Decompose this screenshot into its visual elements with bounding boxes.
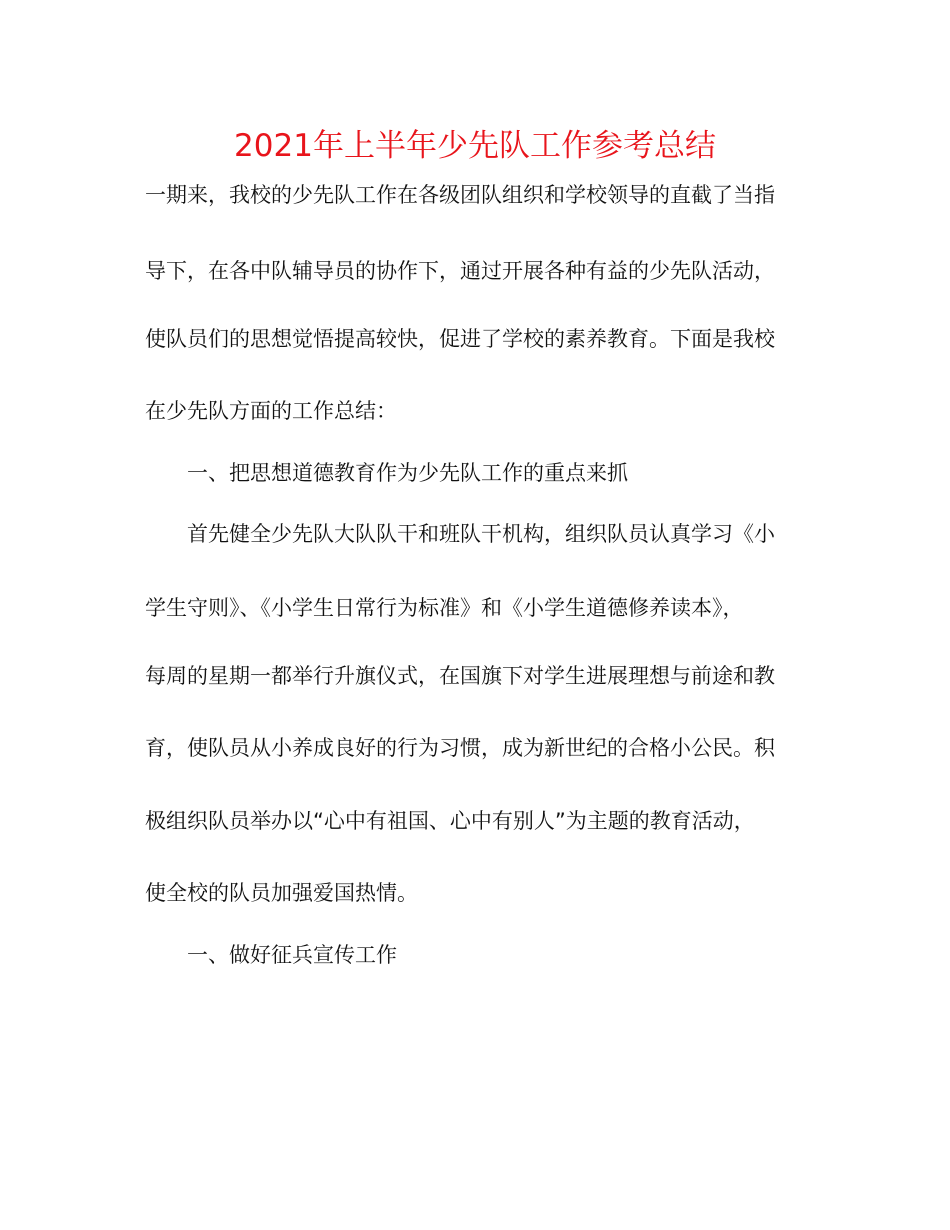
body-line: 导下，在各中队辅导员的协作下，通过开展各种有益的少先队活动， [145,259,775,283]
body-line: 每周的星期一都举行升旗仪式，在国旗下对学生进展理想与前途和教 [145,664,775,688]
section-heading: 一、做好征兵宣传工作 [187,943,397,967]
body-line: 一期来，我校的少先队工作在各级团队组织和学校领导的直截了当指 [145,183,775,207]
body-line: 首先健全少先队大队队干和班队干机构，组织队员认真学习《小 [187,522,775,546]
body-line: 使全校的队员加强爱国热情。 [145,881,418,905]
body-line: 学生守则》、《小学生日常行为标准》和《小学生道德修养读本》， [145,596,744,620]
body-line: 使队员们的思想觉悟提高较快，促进了学校的素养教育。下面是我校 [145,327,775,351]
body-line: 育，使队员从小养成良好的行为习惯，成为新世纪的合格小公民。积 [145,736,775,760]
document-title: 2021年上半年少先队工作参考总结 [234,128,716,164]
body-line: 在少先队方面的工作总结： [145,399,397,423]
section-heading: 一、把思想道德教育作为少先队工作的重点来抓 [187,461,628,485]
body-line: 极组织队员举办以“心中有祖国、心中有别人”为主题的教育活动， [145,809,755,833]
